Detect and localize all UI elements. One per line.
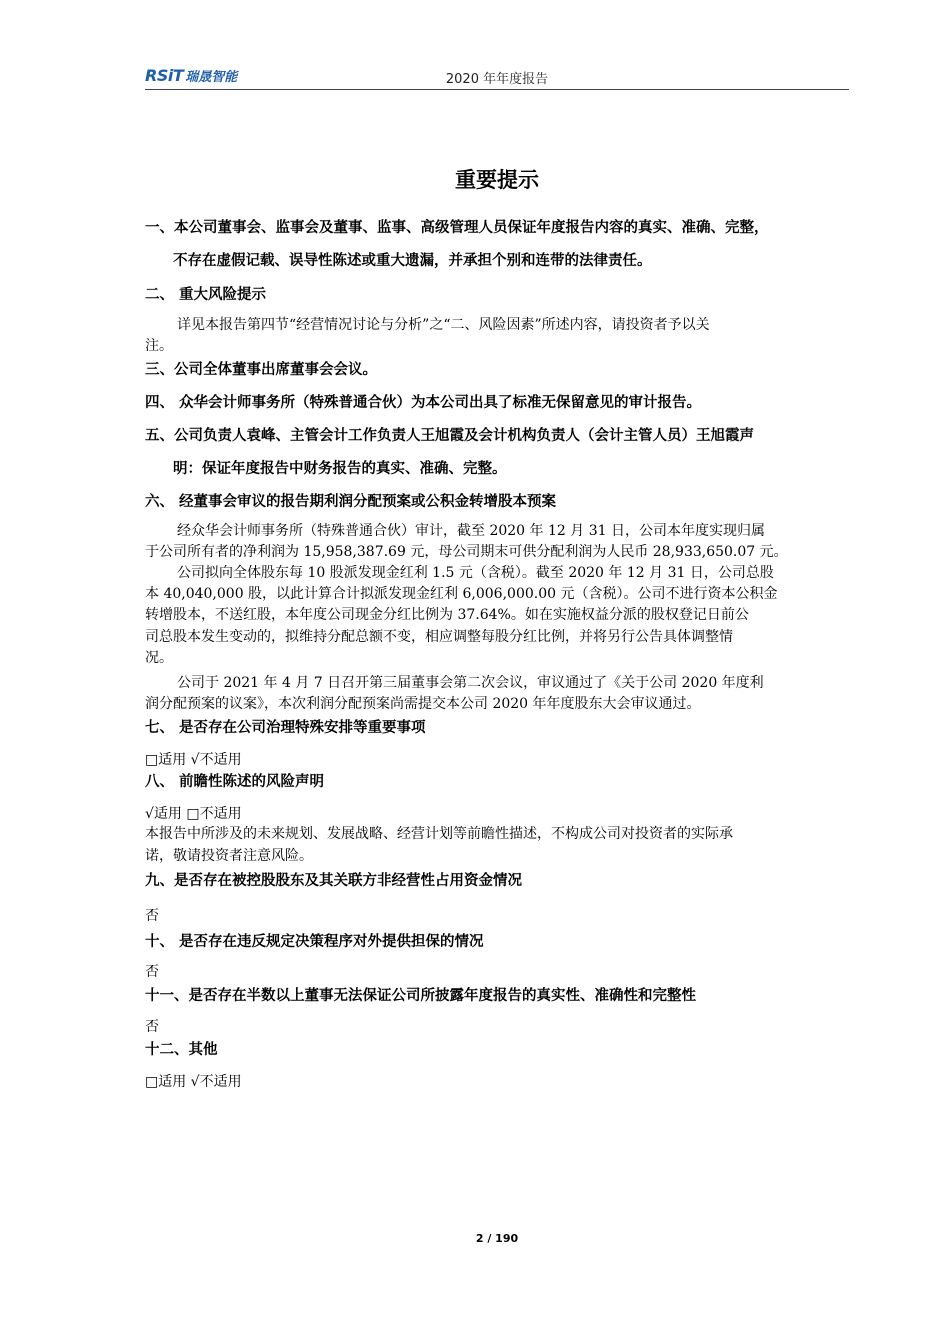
item-6-heading: 六、 经董事会审议的报告期利润分配预案或公积金转增股本预案 [145, 494, 557, 510]
item-5-line-1: 五、公司负责人袁峰、主管会计工作负责人王旭霞及会计机构负责人（会计主管人员）王旭霞声 [145, 428, 754, 444]
header-divider [145, 89, 849, 90]
item-6-p1-line-2: 于公司所有者的净利润为 15,958,387.69 元，母公司期末可供分配利润为人民币 28,933,650.07 元。 [145, 544, 788, 560]
item-10-answer: 否 [145, 964, 159, 980]
item-9-heading: 九、是否存在被控股股东及其关联方非经营性占用资金情况 [145, 873, 522, 889]
item-5-line-2: 明：保证年度报告中财务报告的真实、准确、完整。 [173, 461, 507, 477]
item-6-p2-line-3: 转增股本，不送红股，本年度公司现金分红比例为 37.64%。如在实施权益分派的股权登记日前公 [145, 607, 749, 623]
item-6-p2-line-2: 本 40,040,000 股，以此计算合计拟派发现金红利 6,006,000.00 元（含税）。公司不进行资本公积金 [145, 586, 778, 602]
item-2-paragraph-line-1: 详见本报告第四节“经营情况讨论与分析”之“二、风险因素”所述内容，请投资者予以关 [177, 317, 710, 333]
item-8-heading: 八、 前瞻性陈述的风险声明 [145, 774, 325, 790]
item-8-paragraph-line-2: 诺，敬请投资者注意风险。 [145, 848, 313, 864]
page-number: 2 / 190 [475, 1232, 519, 1245]
item-6-p1-line-1: 经众华会计师事务所（特殊普通合伙）审计，截至 2020 年 12 月 31 日，公司本年度实现归属 [177, 523, 765, 539]
item-2-heading: 二、 重大风险提示 [145, 287, 267, 303]
item-1-line-2: 不存在虚假记载、误导性陈述或重大遗漏，并承担个别和连带的法律责任。 [173, 253, 652, 269]
header-title: 2020 年年度报告 [445, 72, 549, 87]
item-12-status: □适用 √不适用 [145, 1074, 242, 1090]
item-11-answer: 否 [145, 1019, 159, 1035]
item-6-p2-line-1: 公司拟向全体股东每 10 股派发现金红利 1.5 元（含税）。截至 2020 年 12 月 31 日，公司总股 [177, 565, 774, 581]
item-11-heading: 十一、是否存在半数以上董事无法保证公司所披露年度报告的真实性、准确性和完整性 [145, 988, 696, 1004]
document-title: 重要提示 [455, 168, 539, 192]
item-1-line-1: 一、本公司董事会、监事会及董事、监事、高级管理人员保证年度报告内容的真实、准确、完整， [145, 220, 769, 236]
item-2-paragraph-line-2: 注。 [145, 338, 173, 354]
item-7-heading: 七、 是否存在公司治理特殊安排等重要事项 [145, 720, 426, 736]
item-7-status: □适用 √不适用 [145, 752, 242, 768]
item-10-heading: 十、 是否存在违反规定决策程序对外提供担保的情况 [145, 934, 484, 950]
item-6-p2-line-5: 况。 [145, 650, 173, 666]
item-8-status: √适用 □不适用 [145, 806, 242, 822]
item-3-heading: 三、公司全体董事出席董事会会议。 [145, 362, 377, 378]
page-header [145, 64, 849, 90]
item-6-p3-line-1: 公司于 2021 年 4 月 7 日召开第三届董事会第二次会议，审议通过了《关于公司 2020 年度利 [177, 675, 764, 691]
item-8-paragraph-line-1: 本报告中所涉及的未来规划、发展战略、经营计划等前瞻性描述，不构成公司对投资者的实际承 [145, 826, 733, 842]
item-9-answer: 否 [145, 908, 159, 924]
item-4-heading: 四、 众华会计师事务所（特殊普通合伙）为本公司出具了标准无保留意见的审计报告。 [145, 395, 702, 411]
logo-cn-text: 瑞晟智能 [185, 69, 238, 85]
logo-latin-text: RSiT [145, 65, 184, 85]
item-6-p2-line-4: 司总股本发生变动的，拟维持分配总额不变，相应调整每股分红比例，并将另行公告具体调整情 [145, 629, 733, 645]
item-12-heading: 十二、其他 [145, 1042, 218, 1058]
item-6-p3-line-2: 润分配预案的议案》，本次利润分配预案尚需提交本公司 2020 年年度股东大会审议通过。 [145, 696, 701, 712]
